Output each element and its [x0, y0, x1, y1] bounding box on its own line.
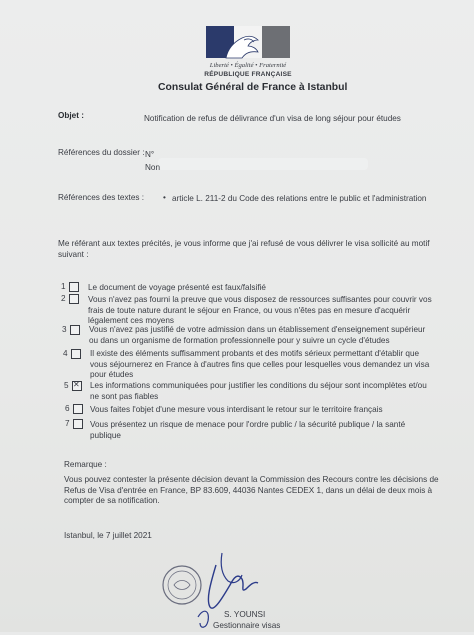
reason-number: 1 [61, 282, 66, 291]
bullet: • [163, 193, 166, 202]
marianne-logo-icon [204, 24, 292, 60]
republic-motto: Liberté • Égalité • Fraternité [209, 62, 287, 69]
reason-checkbox [73, 404, 83, 414]
reason-checkbox [73, 419, 83, 429]
file-name-label: Non [145, 163, 161, 172]
signatory-role: Gestionnaire visas [213, 621, 281, 630]
file-no-label: N° [145, 150, 155, 159]
reason-checkbox [69, 282, 79, 292]
reason-number: 2 [61, 294, 66, 303]
reason-checkbox [71, 349, 81, 359]
remark-text: Vous pouvez contester la présente décision devant la Commission des Recours contre les décisions de Refus de Visa d'entrée en France, BP 83.609, 44036 Nantes CEDEX 1, dans un délai de deux mois à compter de sa notification. [64, 475, 439, 505]
reason-number: 4 [63, 349, 68, 358]
remark-label: Remarque : [64, 460, 107, 469]
texts-ref-text: article L. 211-2 du Code des relations entre le public et l'administration [172, 194, 427, 203]
reason-text: Vous présentez un risque de menace pour l'ordre public / la sécurité publique / la santé publique [90, 420, 406, 440]
reason-text: Vous faites l'objet d'une mesure vous interdisant le retour sur le territoire français [90, 405, 383, 414]
republic-name: RÉPUBLIQUE FRANÇAISE [204, 71, 292, 78]
object-label: Objet : [58, 111, 84, 120]
reason-number: 3 [62, 325, 67, 334]
consulate-title: Consulat Général de France à Istanbul [158, 82, 348, 93]
reason-number: 7 [65, 419, 70, 428]
file-ref-label: Références du dossier : [58, 148, 145, 157]
reason-number: 5 [64, 381, 69, 390]
reason-text: Le document de voyage présenté est faux/falsifié [88, 283, 266, 292]
texts-ref-label: Références des textes : [58, 193, 145, 202]
reason-text: Il existe des éléments suffisamment probants et des motifs sérieux permettant d'établir que vous séjournerez en France à d'autres fins que celles pour lesquelles vous demandez un visa pour études [90, 349, 430, 379]
republique-francaise-logo [204, 24, 292, 82]
reason-text: Vous n'avez pas fourni la preuve que vous disposez de ressources suffisantes pour couvrir vos frais de toute nature durant le séjour en France, ou vous n'êtes pas en mesure d'acquérir légalement ces moyens [88, 295, 432, 325]
check-x-icon: ✕ [73, 380, 80, 389]
redacted-bar [158, 158, 368, 170]
reason-number: 6 [65, 404, 70, 413]
signatory-name: S. YOUNSI [224, 610, 266, 619]
reason-text: Les informations communiquées pour justifier les conditions du séjour sont incomplètes et/ou ne sont pas fiables [90, 381, 427, 401]
reason-checkbox [69, 294, 79, 304]
date-line: Istanbul, le 7 juillet 2021 [64, 531, 152, 540]
intro-paragraph: Me référant aux textes précités, je vous informe que j'ai refusé de vous délivrer le visa sollicité au motif suivant : [58, 239, 430, 259]
object-text: Notification de refus de délivrance d'un visa de long séjour pour études [144, 114, 401, 123]
reason-checkbox [70, 325, 80, 335]
reason-text: Vous n'avez pas justifié de votre admission dans un établissement d'enseignement supérieur ou dans un organisme de formation professionnelle pour y suivre un cycle d'études [89, 325, 426, 345]
